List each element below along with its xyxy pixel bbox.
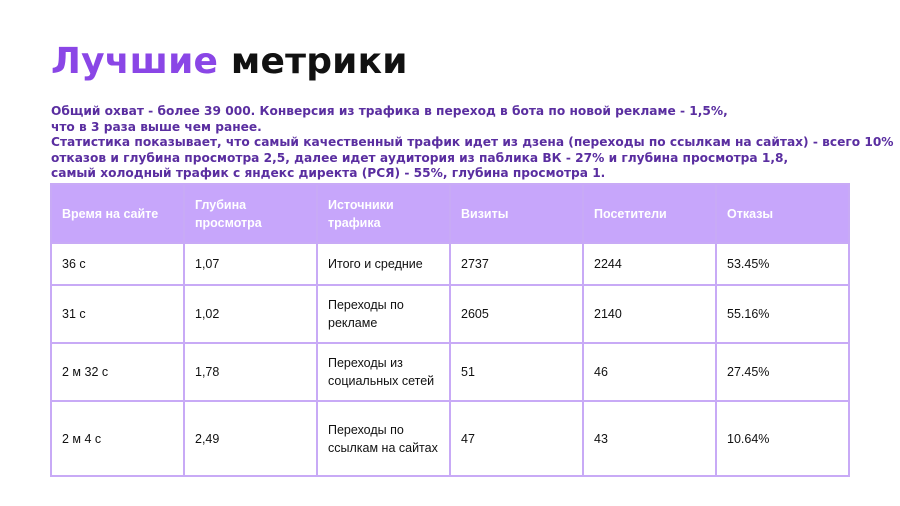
- header-visits: Визиты: [450, 184, 583, 243]
- cell-visits: 47: [450, 401, 583, 476]
- cell-traffic-source: Итого и средние: [317, 243, 450, 285]
- header-bounces: Отказы: [716, 184, 849, 243]
- table-row: [51, 285, 849, 343]
- table-header-row: [51, 184, 849, 243]
- summary-line: что в 3 раза выше чем ранее.: [51, 119, 262, 134]
- cell-visitors: 43: [583, 401, 716, 476]
- summary-text: [51, 104, 894, 182]
- cell-traffic-source: Переходы по ссылкам на сайтах: [317, 401, 450, 476]
- page-title: [51, 40, 408, 84]
- cell-bounces: 53.45%: [716, 243, 849, 285]
- cell-view-depth: 1,78: [184, 343, 317, 401]
- summary-line: Общий охват - более 39 000. Конверсия из трафика в переход в бота по новой рекламе - 1,5%,: [51, 104, 728, 118]
- cell-visitors: 2140: [583, 285, 716, 343]
- cell-view-depth: 2,49: [184, 401, 317, 476]
- cell-view-depth: 1,02: [184, 285, 317, 343]
- title-accent: Лучшие: [51, 41, 219, 82]
- cell-visitors: 2244: [583, 243, 716, 285]
- cell-bounces: 10.64%: [716, 401, 849, 476]
- title-rest: метрики: [230, 41, 408, 82]
- header-view-depth: Глубина просмотра: [184, 184, 317, 243]
- header-time-on-site: Время на сайте: [51, 184, 184, 243]
- table-row: [51, 401, 849, 476]
- cell-visits: 2737: [450, 243, 583, 285]
- cell-time-on-site: 2 м 4 с: [51, 401, 184, 476]
- summary-line: Статистика показывает, что самый качественный трафик идет из дзена (переходы по ссылкам на сайтах) - всего 10%: [51, 135, 894, 149]
- summary-line: отказов и глубина просмотра 2,5, далее идет аудитория из паблика ВК - 27% и глубина просмотра 1,8,: [51, 150, 789, 165]
- header-visitors: Посетители: [583, 184, 716, 243]
- cell-traffic-source: Переходы из социальных сетей: [317, 343, 450, 401]
- cell-traffic-source: Переходы по рекламе: [317, 285, 450, 343]
- cell-bounces: 55.16%: [716, 285, 849, 343]
- table-row: [51, 343, 849, 401]
- cell-visits: 51: [450, 343, 583, 401]
- cell-time-on-site: 2 м 32 с: [51, 343, 184, 401]
- table-row: [51, 243, 849, 285]
- metrics-table: [50, 183, 850, 477]
- cell-visitors: 46: [583, 343, 716, 401]
- cell-time-on-site: 36 с: [51, 243, 184, 285]
- cell-time-on-site: 31 с: [51, 285, 184, 343]
- cell-view-depth: 1,07: [184, 243, 317, 285]
- cell-bounces: 27.45%: [716, 343, 849, 401]
- summary-line: самый холодный трафик с яндекс директа (РСЯ) - 55%, глубина просмотра 1.: [51, 166, 606, 180]
- cell-visits: 2605: [450, 285, 583, 343]
- header-traffic-sources: Источники трафика: [317, 184, 450, 243]
